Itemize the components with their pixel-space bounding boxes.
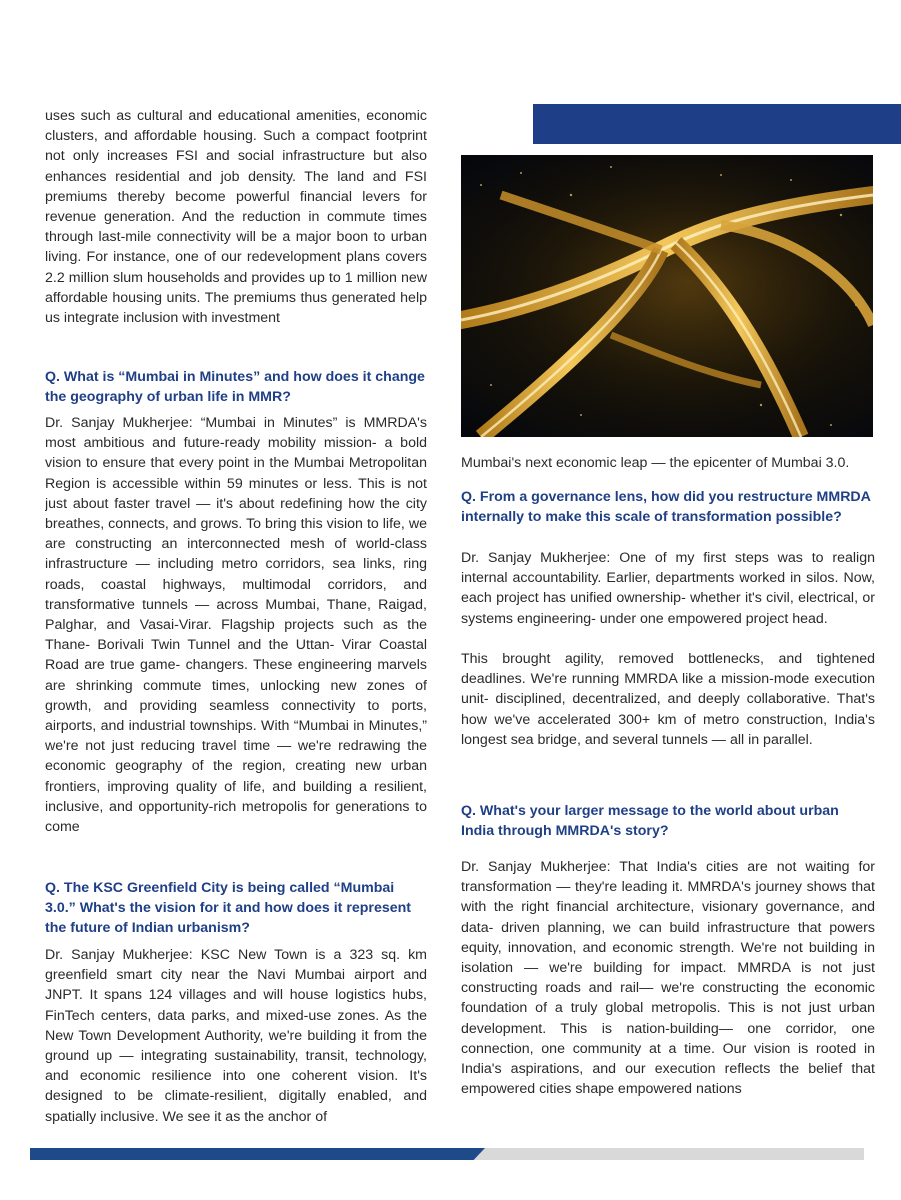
question-ksc-greenfield-city: Q. The KSC Greenfield City is being called “Mumbai 3.0.” What's the vision for it and how does it represent the future of Indian urbanism?	[45, 880, 412, 937]
question-larger-message: Q. What's your larger message to the world about urban India through MMRDA's story?	[461, 803, 839, 840]
answer-mumbai-in-minutes: Dr. Sanjay Mukherjee: “Mumbai in Minutes” is MMRDA's most ambitious and future-ready mobility mission- a bold vision to ensure that every point in the Mumbai Metropolitan Region is accessible within 59 minutes or less. This is not just about faster travel — it's about redefining how the city breathes, connects, and grows. To bring this vision to life, we are constructing an interconnected mesh of world-class infrastructure — including metro corridors, sea links, ring roads, coastal highways, multimodal corridors, and transformative tunnels — across Mumbai, Thane, Raigad, Palghar, and Vasai-Virar. Flagship projects such as the Thane- Borivali Twin Tunnel and the Uttan- Virar Coastal Road are true game- changers. These engineering marvels are shrinking commute times, unlocking new zones of growth, and providing seamless connectivity to ports, airports, and industrial townships. With “Mumbai in Minutes,” we're not just reducing travel time — we're redrawing the economic geography of the region, creating new urban frontiers, improving quality of life, and building a resilient, inclusive, and opportunity-rich metropolis for generations to come	[45, 415, 427, 836]
answer-ksc-greenfield-city: Dr. Sanjay Mukherjee: KSC New Town is a 323 sq. km greenfield smart city near the Navi Mumbai airport and JNPT. It spans 124 villages and will house logistics hubs, FinTech centers, data parks, and mixed-use zones. As the New Town Development Authority, we're building it from the ground up — integrating sustainability, transit, technology, and economic resilience into one coherent vision. It's designed to be climate-resilient, digitally enabled, and spatially inclusive. We see it as the anchor of	[45, 947, 427, 1125]
right-column	[461, 0, 875, 1200]
answer-larger-message: Dr. Sanjay Mukherjee: That India's cities are not waiting for transformation — they're leading it. MMRDA's journey shows that with the right financial architecture, visionary governance, and data- driven planning, we can build infrastructure that powers equity, innovation, and economic strength. We're not building in isolation — we're building for impact. MMRDA is not just constructing roads and rail— we're constructing the economic foundation of a truly global metropolis. This is not just urban development. This is nation-building— one corridor, one connection, one community at a time. Our vision is rooted in India's aspirations, and our execution reflects the belief that empowered cities shape empowered nations	[461, 859, 875, 1098]
photo-caption: Mumbai's next economic leap — the epicenter of Mumbai 3.0.	[461, 455, 850, 471]
question-governance-restructure: Q. From a governance lens, how did you restructure MMRDA internally to make this scale of transformation possible?	[461, 489, 871, 526]
answer-governance-restructure-part2: This brought agility, removed bottlenecks, and tightened deadlines. We're running MMRDA like a mission-mode execution unit- disciplined, decentralized, and deeply collaborative. That's how we've accelerated 300+ km of metro construction, India's longest sea bridge, and several tunnels — all in parallel.	[461, 651, 875, 748]
answer-governance-restructure-part1: Dr. Sanjay Mukherjee: One of my first steps was to realign internal accountability. Earlier, departments worked in silos. Now, each project has unified ownership- whether it's civil, electrical, or systems engineering- under one empowered project head.	[461, 550, 875, 627]
left-column	[45, 0, 427, 1200]
footer-bar-accent	[30, 1148, 485, 1160]
body-paragraph-intro: uses such as cultural and educational amenities, economic clusters, and affordable housing. Such a compact footprint not only increases FSI and social infrastructure but also enhances residential and job density. The land and FSI premiums thereby become powerful financial levers for revenue generation. And the reduction in commute times through last-mile connectivity will be a major boon to urban living. For instance, one of our redevelopment plans covers 2.2 million slum households and provides up to 1 million new affordable housing units. The premiums thus generated help us integrate inclusion with investment	[45, 108, 427, 327]
question-mumbai-in-minutes: Q. What is “Mumbai in Minutes” and how does it change the geography of urban life in MMR?	[45, 369, 425, 406]
